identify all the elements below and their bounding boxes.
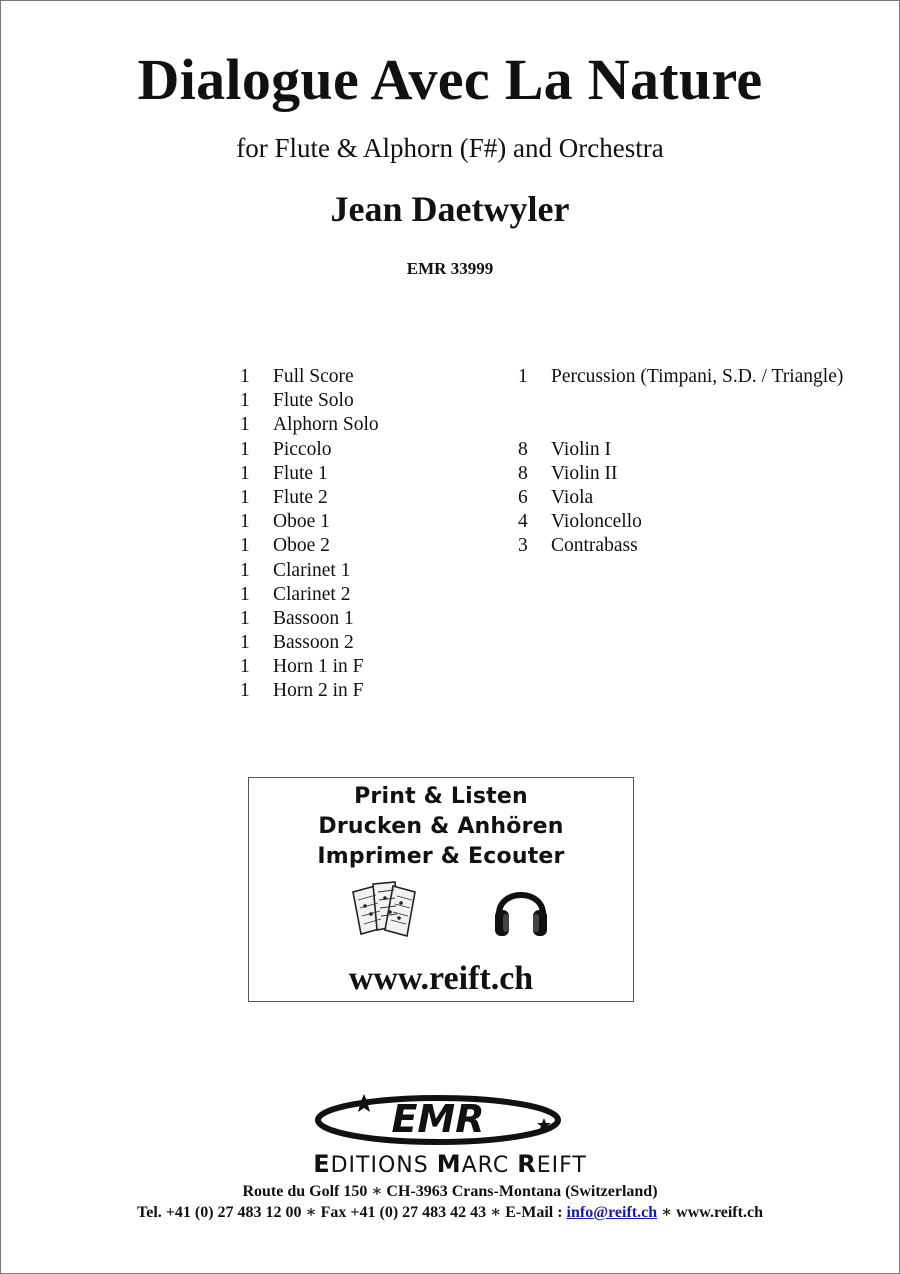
part-quantity: 1 [240,632,250,654]
headphones-icon [491,876,551,942]
promo-line-german: Drucken & Anhören [318,814,564,839]
part-name: Bassoon 2 [273,632,354,654]
list-item [518,534,638,558]
publisher-name: EDITIONS MARC REIFT [313,1150,587,1178]
part-name: Flute 2 [273,486,328,508]
part-quantity: 1 [240,366,250,387]
contact-phone-fax: Tel. +41 (0) 27 483 12 00 ∗ Fax +41 (0) 27 483 42 43 ∗ E-Mail : [137,1204,567,1221]
part-quantity: 1 [240,680,250,702]
part-name: Horn 1 in F [273,656,364,678]
part-quantity: 1 [240,462,250,484]
part-name: Percussion (Timpani, S.D. / Triangle) [551,366,844,387]
emr-logo-text: EMR [391,1097,485,1141]
part-name: Clarinet 2 [273,583,351,605]
part-name: Flute 1 [273,462,328,484]
contact-website: ∗ www.reift.ch [657,1204,763,1221]
part-name: Viola [551,486,594,508]
list-item [518,462,618,486]
part-quantity: 1 [240,583,250,605]
part-quantity: 1 [240,486,250,508]
part-quantity: 1 [240,607,250,629]
part-name: Contrabass [551,535,638,557]
promo-line-french: Imprimer & Ecouter [317,844,565,869]
print-listen-box [248,777,634,1002]
email-link[interactable]: info@reift.ch [566,1204,658,1221]
subtitle: for Flute & Alphorn (F#) and Orchestra [236,133,664,163]
list-item [518,438,612,462]
part-quantity: 1 [240,511,250,533]
part-name: Violin II [551,462,618,484]
part-name: Flute Solo [273,390,354,412]
part-name: Full Score [273,366,354,387]
part-name: Bassoon 1 [273,607,354,629]
sheet-music-icon [349,878,421,940]
composer-name: Jean Daetwyler [330,189,570,229]
part-quantity: 1 [240,414,250,436]
promo-line-english: Print & Listen [354,784,528,809]
website-link[interactable]: www.reift.ch [348,960,534,997]
part-quantity: 4 [518,511,528,533]
emr-logo [308,1088,568,1148]
part-quantity: 1 [240,390,250,412]
publisher-address: Route du Golf 150 ∗ CH-3963 Crans-Montana (Switzerland) [242,1183,658,1200]
part-name: Alphorn Solo [273,414,379,436]
publisher-contact [0,1202,900,1222]
part-name: Piccolo [273,438,332,460]
part-quantity: 6 [518,486,528,508]
part-quantity: 8 [518,462,528,484]
part-name: Violin I [551,438,612,460]
part-quantity: 1 [240,438,250,460]
part-quantity: 1 [240,656,250,678]
part-name: Horn 2 in F [273,680,364,702]
part-name: Violoncello [551,511,642,533]
list-item [518,365,844,389]
catalog-number: EMR 33999 [406,259,494,278]
part-quantity: 1 [518,366,528,387]
part-name: Clarinet 1 [273,559,351,581]
part-name: Oboe 1 [273,511,330,533]
list-item [518,486,594,510]
part-quantity: 3 [518,535,528,557]
part-quantity: 8 [518,438,528,460]
page-title: Dialogue Avec La Nature [137,47,763,112]
list-item [518,510,642,534]
part-quantity: 1 [240,535,250,557]
part-quantity: 1 [240,559,250,581]
part-name: Oboe 2 [273,535,330,557]
parts-list-right [518,365,844,559]
